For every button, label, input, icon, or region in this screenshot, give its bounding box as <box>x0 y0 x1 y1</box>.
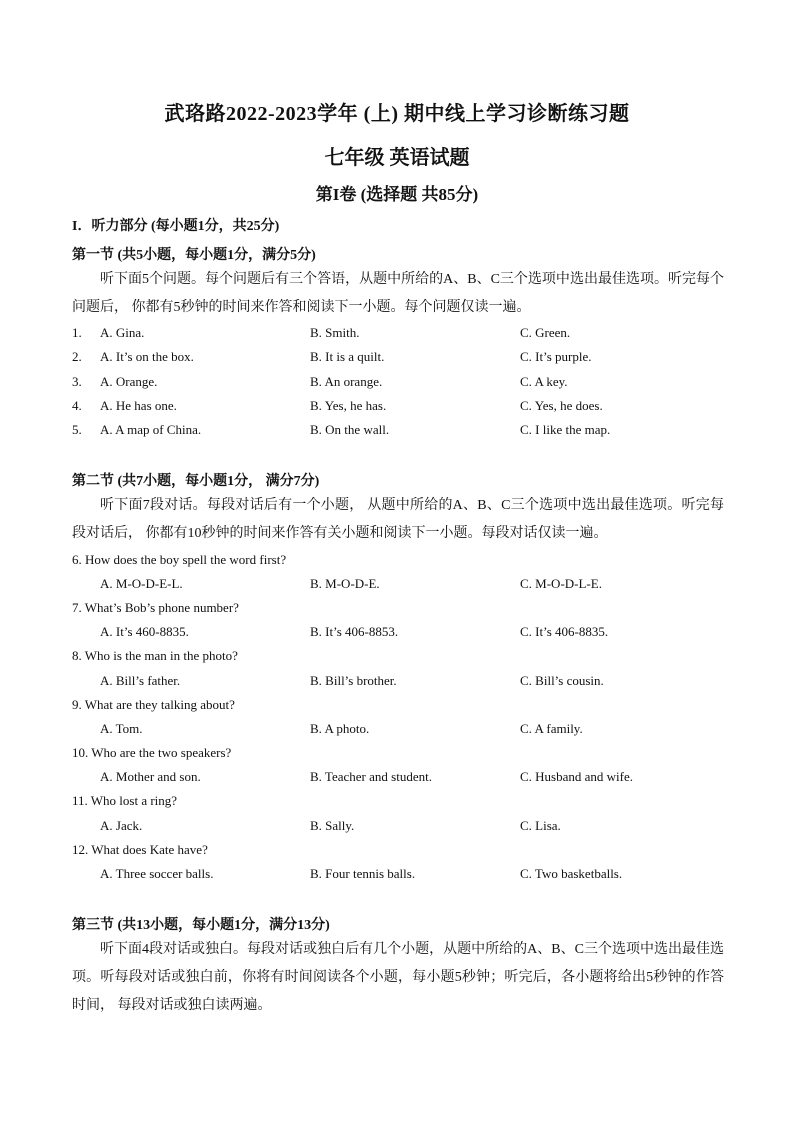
option-c: C. It’s 406-8835. <box>520 624 609 639</box>
option-a: A. It’s on the box. <box>100 349 194 364</box>
volume-title: 第I卷 (选择题 共85分) <box>315 185 479 204</box>
option-c: C. I like the map. <box>520 422 611 437</box>
listening-part-heading: I．听力部分 (每小题1分，共25分) <box>72 219 280 234</box>
option-a: A. Jack. <box>100 818 143 833</box>
options-row <box>0 721 794 741</box>
question-row <box>0 422 794 442</box>
option-a: A. He has one. <box>100 398 177 413</box>
question-text: 9. What are they talking about? <box>72 697 235 712</box>
page-title: 武珞路2022-2023学年 (上) 期中线上学习诊断练习题 <box>164 103 630 125</box>
options-row <box>0 818 794 838</box>
option-a: A. Mother and son. <box>100 769 201 784</box>
option-b: B. A photo. <box>310 721 370 736</box>
section2-heading: 第二节 (共7小题，每小题1分， 满分7分) <box>72 474 320 489</box>
question-number: 1. <box>72 325 82 340</box>
option-a: A. It’s 460-8835. <box>100 624 189 639</box>
options-row <box>0 576 794 596</box>
option-a: A. Bill’s father. <box>100 673 181 688</box>
option-b: B. It is a quilt. <box>310 349 385 364</box>
options-row <box>0 624 794 644</box>
option-a: A. Orange. <box>100 374 158 389</box>
question-row <box>0 325 794 345</box>
option-b: B. Yes, he has. <box>310 398 387 413</box>
question-number: 3. <box>72 374 82 389</box>
option-a: A. M-O-D-E-L. <box>100 576 183 591</box>
question-number: 5. <box>72 422 82 437</box>
section3-instructions: 听下面4段对话或独白。每段对话或独白后有几个小题，从题中所给的A、B、C三个选项中选出最佳选项。听每段对话或独白前，你将有时间阅读各个小题，每小题5秒钟；听完后，各小题将给出5秒钟的作答时间， 每段对话或独白读两遍。 <box>72 942 724 1013</box>
option-c: C. M-O-D-L-E. <box>520 576 602 591</box>
option-b: B. M-O-D-E. <box>310 576 380 591</box>
option-b: B. Four tennis balls. <box>310 866 416 881</box>
option-b: B. Sally. <box>310 818 355 833</box>
section3-heading: 第三节 (共13小题，每小题1分，满分13分) <box>72 918 330 933</box>
question-text: 10. Who are the two speakers? <box>72 745 232 760</box>
option-b: B. It’s 406-8853. <box>310 624 399 639</box>
option-c: C. It’s purple. <box>520 349 592 364</box>
option-b: B. On the wall. <box>310 422 390 437</box>
question-number: 4. <box>72 398 82 413</box>
option-a: A. Gina. <box>100 325 145 340</box>
option-c: C. Husband and wife. <box>520 769 634 784</box>
section1-instructions: 听下面5个问题。每个问题后有三个答语，从题中所给的A、B、C三个选项中选出最佳选项。听完每个问题后， 你都有5秒钟的时间来作答和阅读下一小题。每个问题仅读一遍。 <box>72 272 724 315</box>
question-row <box>0 398 794 418</box>
option-a: A. A map of China. <box>100 422 202 437</box>
option-a: A. Tom. <box>100 721 143 736</box>
option-b: B. Bill’s brother. <box>310 673 397 688</box>
option-c: C. Lisa. <box>520 818 561 833</box>
option-c: C. Yes, he does. <box>520 398 603 413</box>
section1-heading: 第一节 (共5小题，每小题1分，满分5分) <box>72 248 316 263</box>
question-row <box>0 374 794 394</box>
question-text: 8. Who is the man in the photo? <box>72 648 238 663</box>
option-a: A. Three soccer balls. <box>100 866 214 881</box>
question-text: 12. What does Kate have? <box>72 842 208 857</box>
options-row <box>0 866 794 886</box>
options-row <box>0 673 794 693</box>
option-c: C. Bill’s cousin. <box>520 673 604 688</box>
grade-subject-title: 七年级 英语试题 <box>324 147 470 169</box>
question-text: 7. What’s Bob’s phone number? <box>72 600 239 615</box>
question-row <box>0 349 794 369</box>
option-c: C. A family. <box>520 721 583 736</box>
option-b: B. An orange. <box>310 374 383 389</box>
option-c: C. Green. <box>520 325 571 340</box>
question-number: 2. <box>72 349 82 364</box>
option-c: C. A key. <box>520 374 568 389</box>
option-b: B. Teacher and student. <box>310 769 432 784</box>
question-text: 11. Who lost a ring? <box>72 793 178 808</box>
option-b: B. Smith. <box>310 325 360 340</box>
options-row <box>0 769 794 789</box>
question-text: 6. How does the boy spell the word first? <box>72 552 287 567</box>
section2-instructions: 听下面7段对话。每段对话后有一个小题， 从题中所给的A、B、C三个选项中选出最佳选项。听完每段对话后， 你都有10秒钟的时间来作答有关小题和阅读下一小题。每段对话仅读一遍。 <box>72 498 724 541</box>
option-c: C. Two basketballs. <box>520 866 623 881</box>
